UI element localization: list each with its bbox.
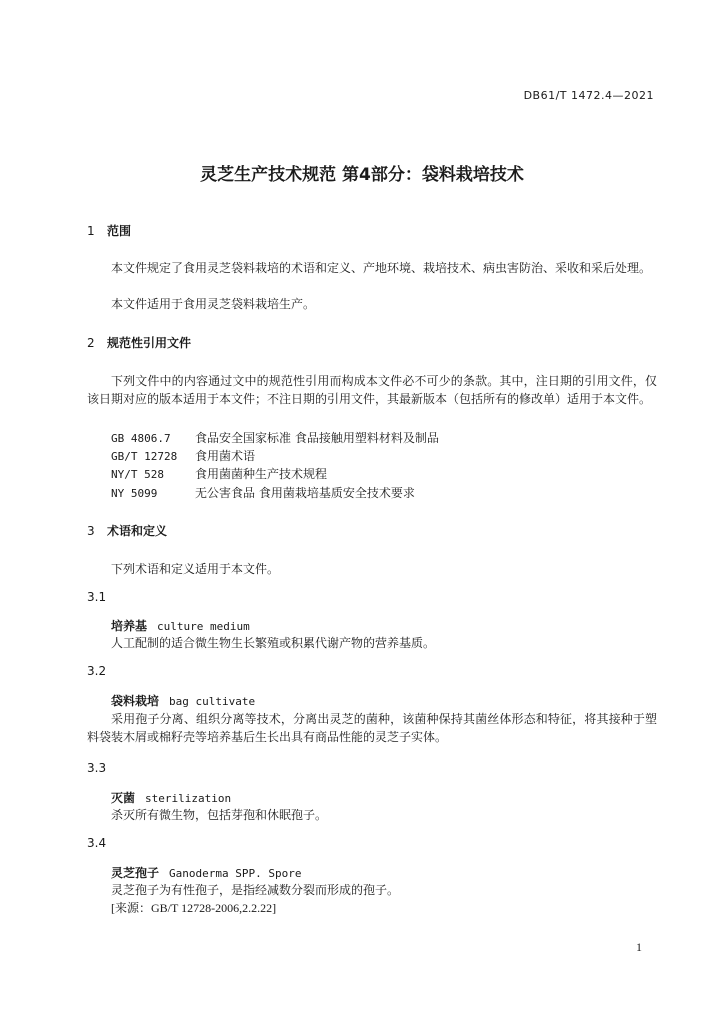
term-en: Ganoderma SPP. Spore — [169, 867, 302, 880]
term-number: 3.3 — [87, 761, 107, 775]
section-title: 范围 — [107, 224, 132, 238]
section-number: 1 — [87, 224, 95, 238]
term-definition: 人工配制的适合微生物生长繁殖或积累代谢产物的营养基质。 — [111, 636, 436, 650]
section-number: 2 — [87, 336, 95, 350]
term-zh: 培养基 — [111, 619, 148, 633]
section-number: 3 — [87, 524, 95, 538]
section-3-heading — [87, 522, 167, 539]
reference-code: NY 5099 — [111, 487, 158, 500]
reference-row — [111, 429, 439, 446]
term-number: 3.4 — [87, 836, 107, 850]
term-heading — [111, 617, 250, 634]
reference-name: 无公害食品 食用菌栽培基质安全技术要求 — [195, 486, 415, 500]
term-number: 3.2 — [87, 664, 107, 678]
term-zh: 袋料栽培 — [111, 694, 160, 708]
reference-code: GB 4806.7 — [111, 432, 171, 445]
term-heading — [111, 692, 255, 709]
standard-code: DB61/T 1472.4—2021 — [523, 89, 654, 102]
reference-row — [111, 465, 327, 482]
section-title: 规范性引用文件 — [107, 336, 192, 350]
section-1-paragraph-1: 本文件规定了食用灵芝袋料栽培的术语和定义、产地环境、栽培技术、病虫害防治、采收和采后处理。 — [111, 261, 652, 275]
section-1-paragraph-2: 本文件适用于食用灵芝袋料栽培生产。 — [111, 297, 316, 311]
term-definition: 采用孢子分离、组织分离等技术，分离出灵芝的菌种，该菌种保持其菌丝体形态和特征，将其接种于塑料袋装木屑或棉籽壳等培养基后生长出具有商品性能的灵芝子实体。 — [87, 712, 657, 744]
term-number: 3.1 — [87, 590, 107, 604]
section-2-paragraph-1: 下列文件中的内容通过文中的规范性引用而构成本文件必不可少的条款。其中，注日期的引用文件，仅该日期对应的版本适用于本文件；不注日期的引用文件，其最新版本（包括所有的修改单）适用于本文件。 — [87, 374, 657, 406]
document-title: 灵芝生产技术规范 第4部分：袋料栽培技术 — [200, 165, 524, 185]
term-zh: 灭菌 — [111, 791, 136, 805]
reference-name: 食品安全国家标准 食品接触用塑料材料及制品 — [195, 431, 439, 445]
reference-row — [111, 447, 255, 464]
term-definition: 灵芝孢子为有性孢子，是指经减数分裂而形成的孢子。 — [111, 883, 400, 897]
term-heading — [111, 789, 231, 806]
section-2-heading — [87, 334, 191, 351]
section-3-paragraph-1: 下列术语和定义适用于本文件。 — [111, 562, 280, 576]
page-number: 1 — [636, 940, 642, 954]
reference-row — [111, 484, 415, 501]
section-1-heading — [87, 222, 131, 239]
term-en: sterilization — [145, 792, 232, 805]
term-heading — [111, 864, 301, 881]
section-title: 术语和定义 — [107, 524, 168, 538]
reference-code: GB/T 12728 — [111, 450, 178, 463]
term-source: [来源：GB/T 12728-2006,2.2.22] — [111, 901, 277, 915]
term-en: culture medium — [157, 620, 250, 633]
reference-name: 食用菌菌种生产技术规程 — [195, 467, 328, 481]
reference-code: NY/T 528 — [111, 468, 164, 481]
term-en: bag cultivate — [169, 695, 256, 708]
term-zh: 灵芝孢子 — [111, 866, 160, 880]
term-definition: 杀灭所有微生物，包括芽孢和休眠孢子。 — [111, 808, 328, 822]
reference-name: 食用菌术语 — [195, 449, 256, 463]
